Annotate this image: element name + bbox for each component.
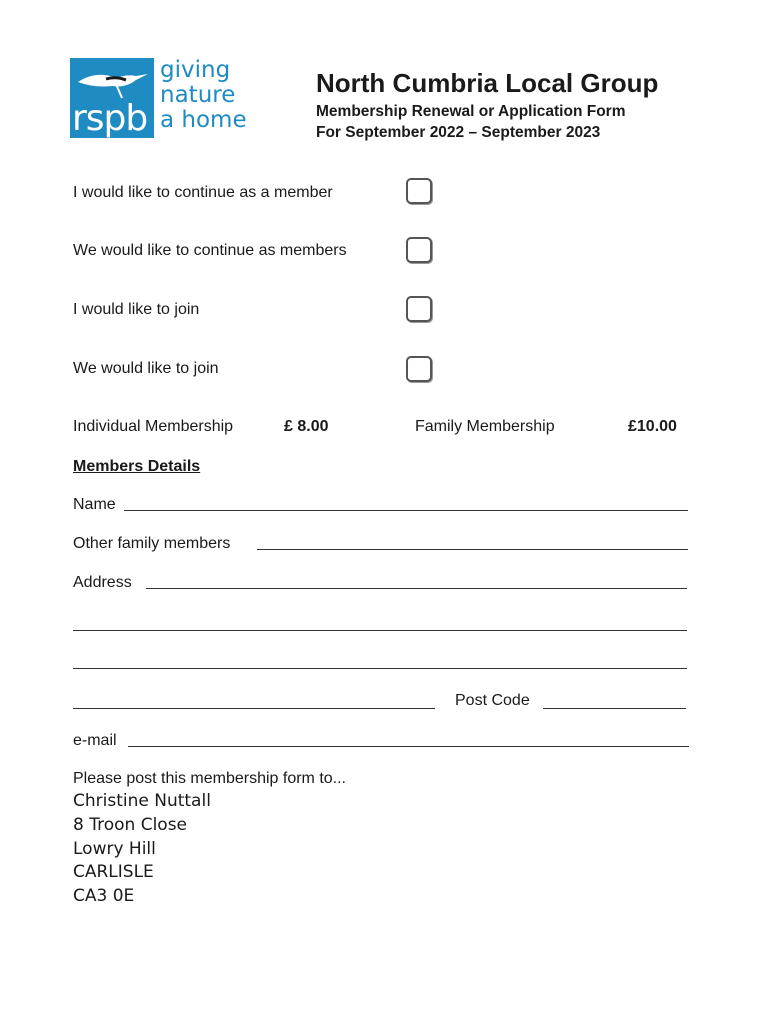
rspb-logo (70, 58, 260, 142)
individual-membership-label: Individual Membership (73, 418, 234, 435)
form-period: For September 2022 – September 2023 (316, 124, 601, 141)
address-input-line-2[interactable] (73, 630, 687, 631)
members-details-heading: Members Details (73, 458, 201, 475)
post-instruction: Please post this membership form to... (73, 770, 346, 787)
address-label: Address (73, 574, 132, 591)
page-title: North Cumbria Local Group (316, 68, 659, 98)
individual-membership-price: £ 8.00 (284, 418, 329, 435)
avocet-icon (76, 64, 150, 100)
other-members-input-line[interactable] (257, 549, 688, 550)
postal-address-line: CA3 0E (73, 886, 135, 906)
postal-address-line: 8 Troon Close (73, 815, 188, 835)
form-subtitle: Membership Renewal or Application Form (316, 103, 626, 120)
logo-box (70, 58, 154, 138)
family-membership-label: Family Membership (415, 418, 555, 435)
name-input-line[interactable] (124, 510, 688, 511)
option-label-join-family: We would like to join (73, 360, 219, 377)
option-label-continue-member: I would like to continue as a member (73, 184, 333, 201)
address-input-line-1[interactable] (146, 588, 687, 589)
postal-address-line: Christine Nuttall (73, 791, 211, 811)
tagline-line: giving (160, 57, 231, 83)
family-membership-price: £10.00 (628, 418, 677, 435)
address-input-line-3[interactable] (73, 668, 687, 669)
checkbox-continue-member[interactable] (406, 178, 432, 204)
checkbox-join-single[interactable] (406, 296, 432, 322)
postcode-input-line[interactable] (543, 708, 686, 709)
name-label: Name (73, 496, 116, 513)
option-label-join-single: I would like to join (73, 301, 200, 318)
email-input-line[interactable] (128, 746, 689, 747)
option-label-continue-members: We would like to continue as members (73, 242, 347, 259)
tagline-line: nature (160, 82, 236, 108)
other-members-label: Other family members (73, 535, 231, 552)
email-label: e-mail (73, 732, 117, 749)
logo-brand: rspb (72, 98, 148, 139)
logo-tagline (160, 58, 247, 133)
postcode-label: Post Code (455, 692, 530, 709)
tagline-line: a home (160, 107, 247, 133)
postal-address-line: Lowry Hill (73, 839, 156, 859)
address-input-line-4[interactable] (73, 708, 435, 709)
checkbox-join-family[interactable] (406, 356, 432, 382)
checkbox-continue-members[interactable] (406, 237, 432, 263)
postal-address-line: CARLISLE (73, 862, 154, 882)
